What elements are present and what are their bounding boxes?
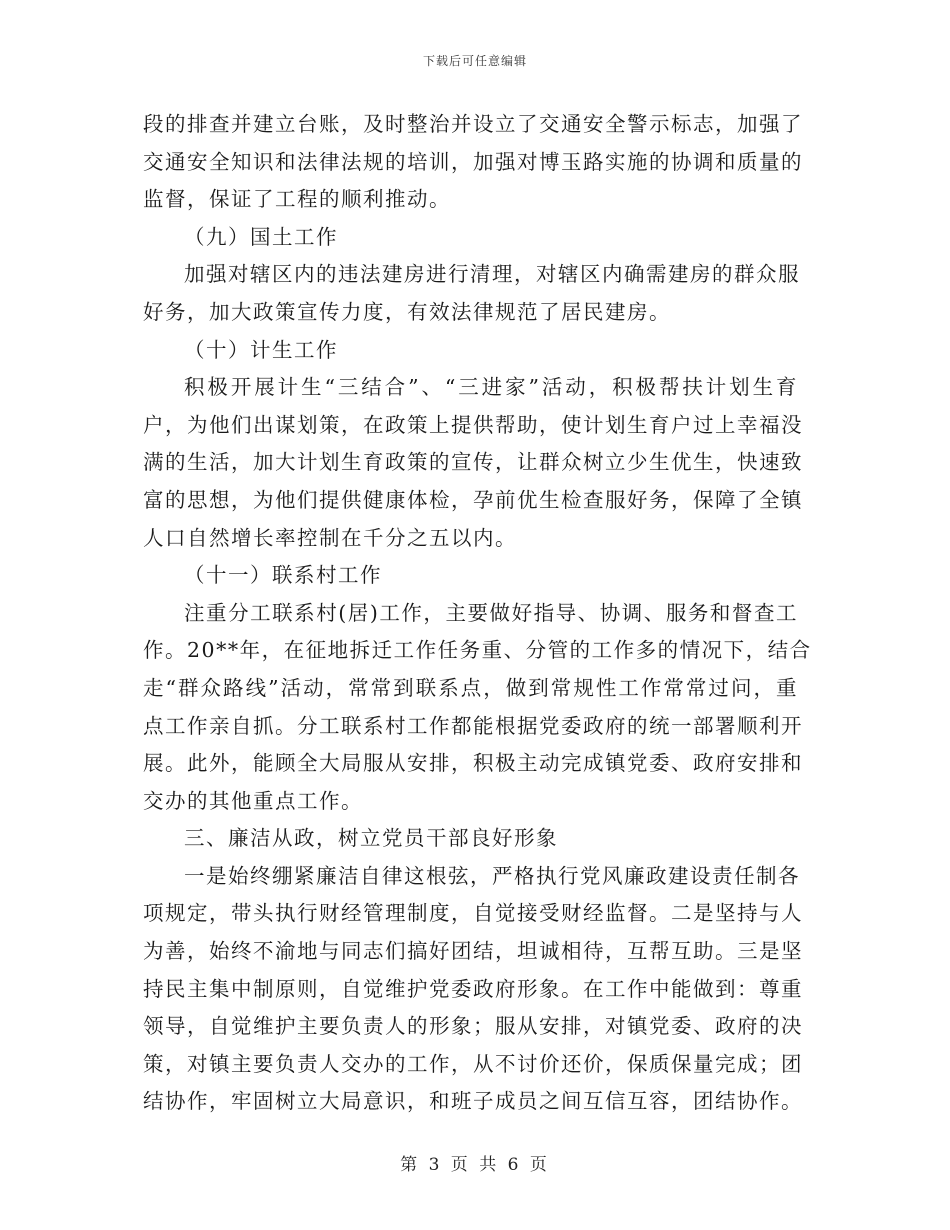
text-line: 加强对辖区内的违法建房进行清理，对辖区内确需建房的群众服 (184, 262, 800, 287)
text-line: （十一）联系村工作 (184, 563, 382, 588)
header-note: 下载后可任意编辑 (422, 54, 527, 68)
text-line: 注重分工联系村(居)工作，主要做好指导、协调、服务和督查工 (184, 600, 798, 625)
text-line: 项规定，带头执行财经管理制度，自觉接受财经监督。二是坚持与人 (143, 901, 803, 926)
text-line: 户，为他们出谋划策，在政策上提供帮助，使计划生育户过上幸福没 (143, 412, 803, 437)
text-line: 结协作，牢固树立大局意识，和班子成员之间互信互容，团结协作。 (143, 1089, 803, 1114)
text-line: 积极开展计生“三结合”、“三进家”活动，积极帮扶计划生育 (184, 375, 798, 400)
page-number: 第 3 页 共 6 页 (400, 1155, 550, 1175)
text-line: 满的生活，加大计划生育政策的宣传，让群众树立少生优生，快速致 (143, 450, 803, 475)
text-line: 策，对镇主要负责人交办的工作，从不讨价还价，保质保量完成；团 (143, 1051, 803, 1076)
text-line: （九）国土工作 (184, 224, 338, 249)
document-body (143, 106, 812, 1121)
text-line: 三、廉洁从政，树立党员干部良好形象 (184, 826, 558, 851)
text-line: 为善，始终不渝地与同志们搞好团结，坦诚相待，互帮互助。三是坚 (143, 939, 803, 964)
text-line: 人口自然增长率控制在千分之五以内。 (143, 525, 517, 550)
text-line: 走“群众路线”活动，常常到联系点，做到常规性工作常常过问，重 (143, 675, 798, 700)
text-line: 交通安全知识和法律法规的培训，加强对博玉路实施的协调和质量的 (143, 149, 803, 174)
text-line: 一是始终绷紧廉洁自律这根弦，严格执行党风廉政建设责任制各 (184, 863, 800, 888)
text-line: 富的思想，为他们提供健康体检，孕前优生检查服好务，保障了全镇 (143, 487, 803, 512)
text-line: 好务，加大政策宣传力度，有效法律规范了居民建房。 (143, 299, 671, 324)
text-line: 监督，保证了工程的顺利推动。 (143, 187, 451, 212)
text-line: 作。20**年，在征地拆迁工作任务重、分管的工作多的情况下，结合 (143, 638, 812, 663)
text-line: 交办的其他重点工作。 (143, 788, 363, 813)
text-line: 领导，自觉维护主要负责人的形象；服从安排，对镇党委、政府的决 (143, 1014, 803, 1039)
text-line: 段的排查并建立台账，及时整治并设立了交通安全警示标志，加强了 (143, 112, 803, 136)
text-line: 持民主集中制原则，自觉维护党委政府形象。在工作中能做到：尊重 (143, 976, 803, 1001)
text-line: 点工作亲自抓。分工联系村工作都能根据党委政府的统一部署顺利开 (143, 713, 803, 738)
text-line: 展。此外，能顾全大局服从安排，积极主动完成镇党委、政府安排和 (143, 751, 803, 776)
text-line: （十）计生工作 (184, 337, 338, 362)
